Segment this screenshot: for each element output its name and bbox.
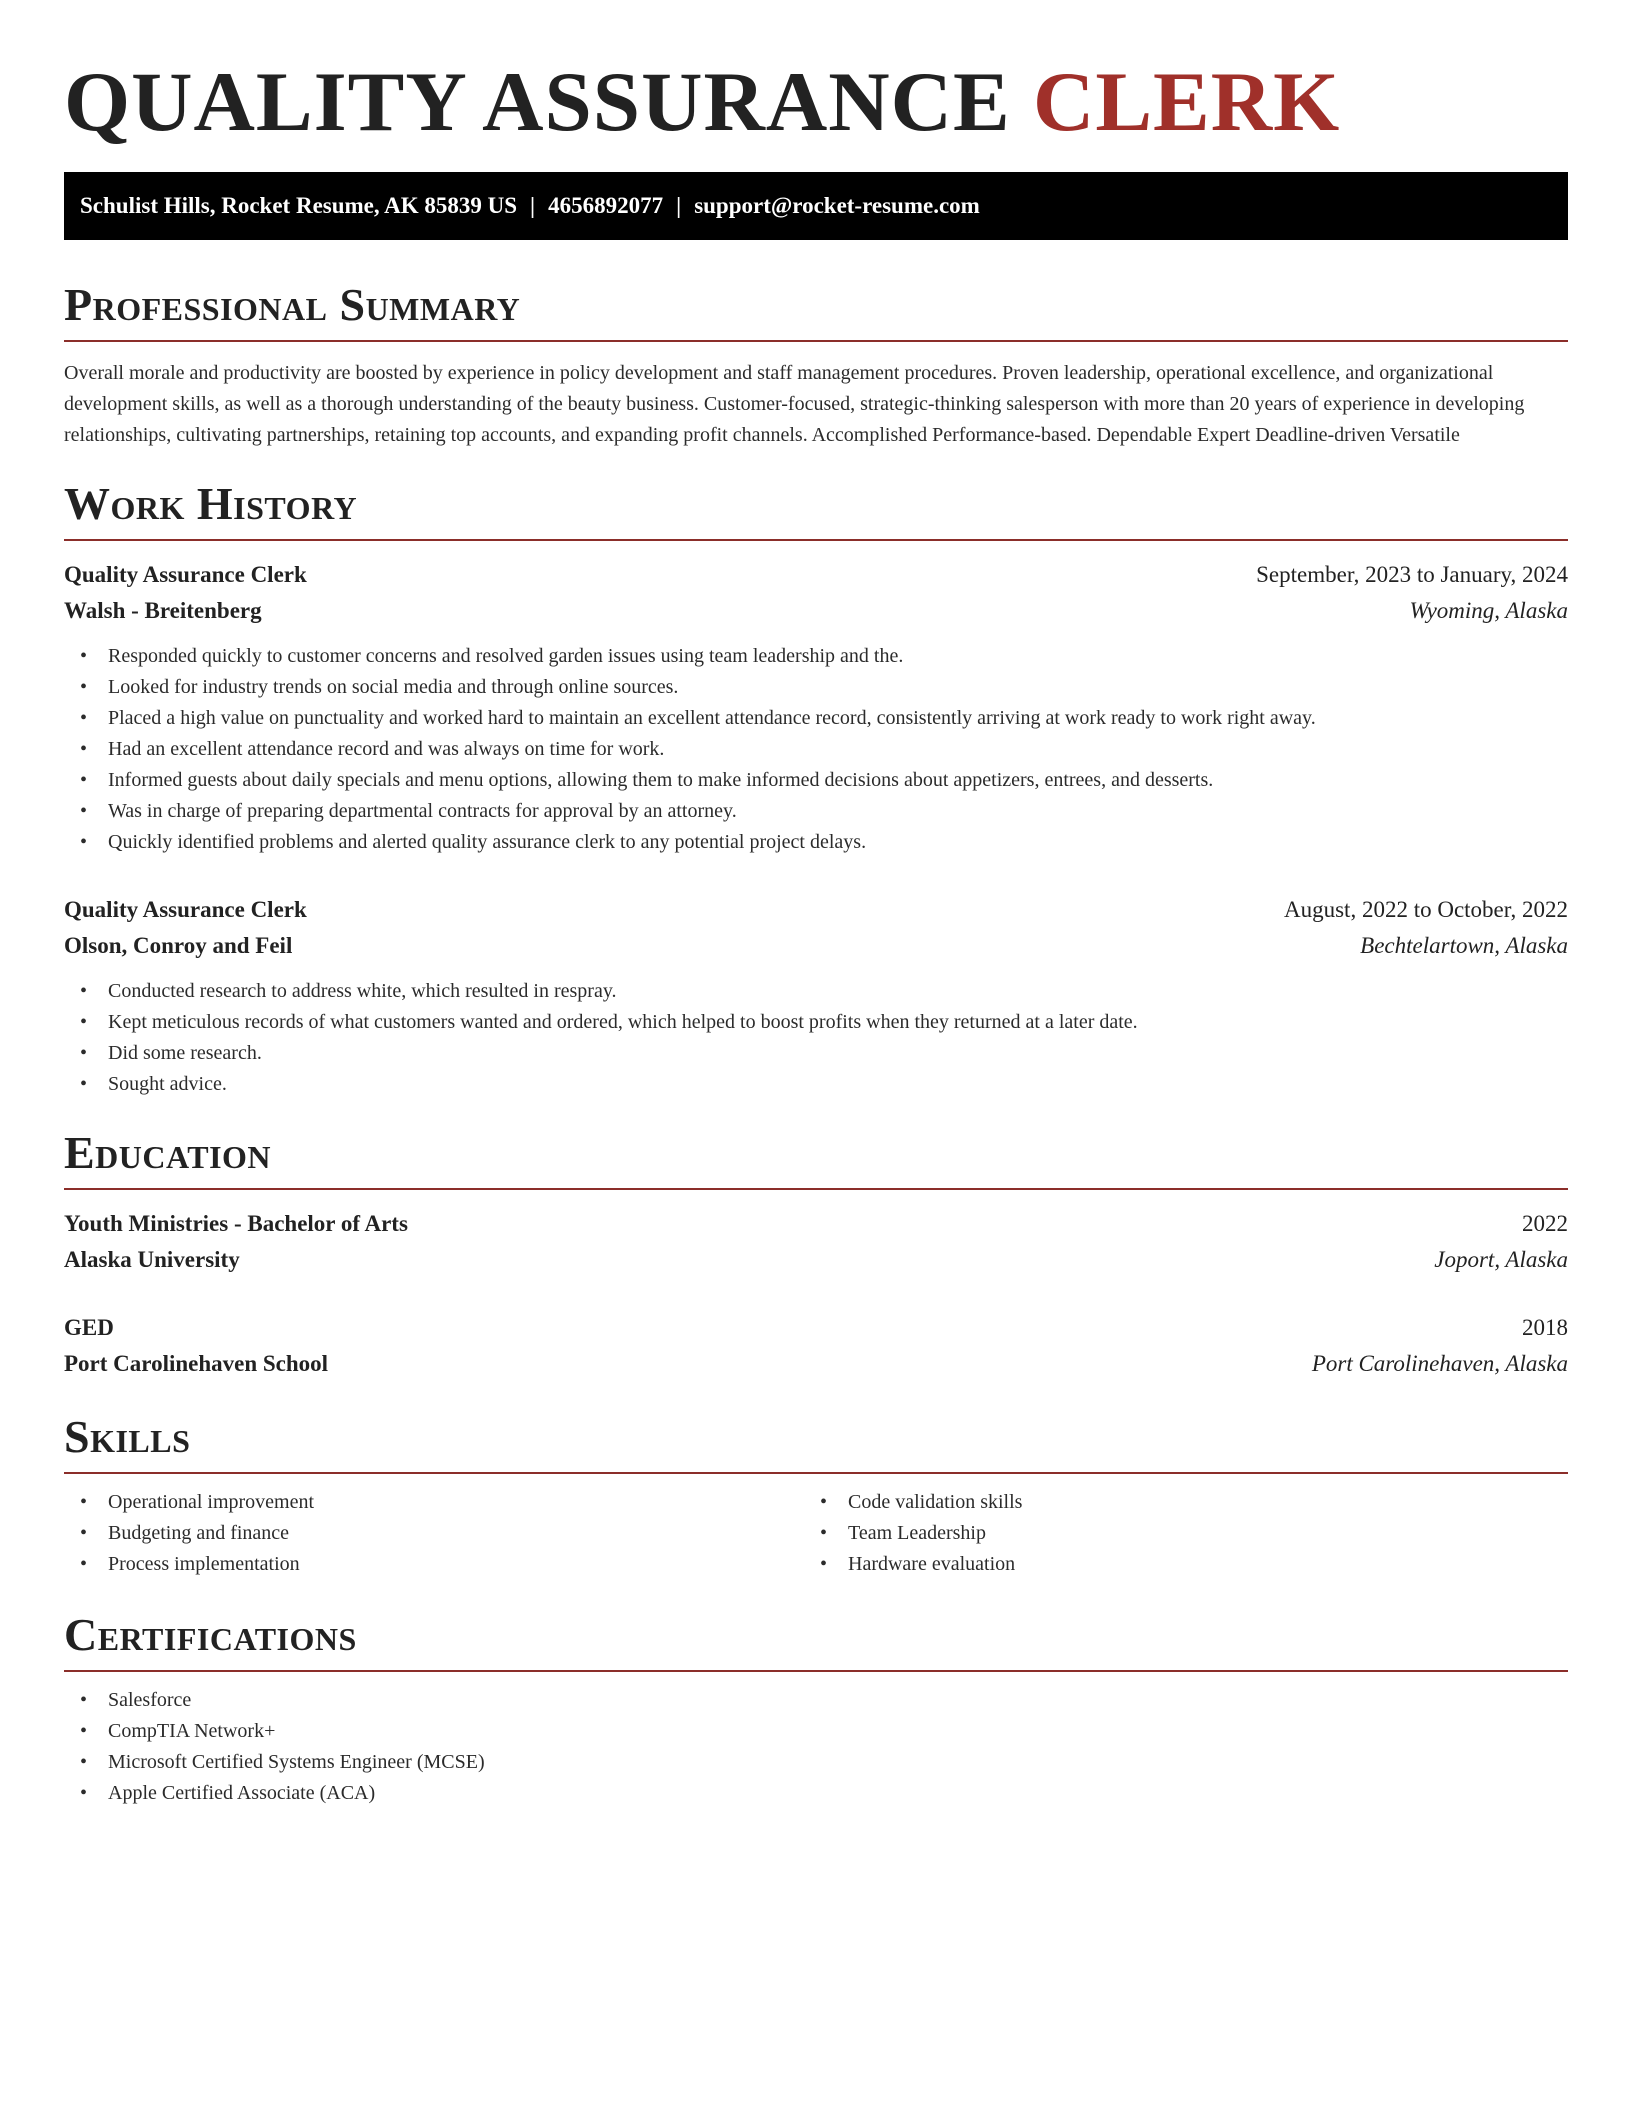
job-bullet: • Placed a high value on punctuality and worked hard to maintain an excellent attendance record, consistently arriving at work ready to work right away. <box>64 703 1568 734</box>
skill-item: • Hardware evaluation <box>804 1549 1544 1580</box>
job-company: Walsh - Breitenberg <box>64 598 262 623</box>
job-bullet: • Responded quickly to customer concerns and resolved garden issues using team leadership and the. <box>64 641 1568 672</box>
job-bullet: • Kept meticulous records of what customers wanted and ordered, which helped to boost profits when they returned at a later date. <box>64 1007 1568 1038</box>
title-main: QUALITY ASSURANCE <box>64 55 1011 149</box>
section-title-skills: Skills <box>64 1411 191 1462</box>
job-bullet: • Quickly identified problems and alerted quality assurance clerk to any potential project delays. <box>64 827 1568 858</box>
job-bullet: • Sought advice. <box>64 1069 1568 1100</box>
education-degree: Youth Ministries - Bachelor of Arts <box>64 1211 408 1236</box>
contact-phone: 4656892077 <box>548 193 664 218</box>
job-location: Bechtelartown, Alaska <box>1360 933 1568 958</box>
section-title-certifications: Certifications <box>64 1609 357 1660</box>
section-divider <box>64 1188 1568 1190</box>
education-school-row <box>64 1346 1568 1382</box>
education-school: Port Carolinehaven School <box>64 1351 329 1376</box>
job-entry <box>64 892 1568 1100</box>
section-title-summary: Professional Summary <box>64 279 521 330</box>
job-bullet: • Looked for industry trends on social media and through online sources. <box>64 672 1568 703</box>
skills-column-left <box>64 1487 804 1580</box>
contact-bar <box>64 172 1568 240</box>
contact-email: support@rocket-resume.com <box>694 193 980 218</box>
education-header-row <box>64 1310 1568 1346</box>
skill-item: • Code validation skills <box>804 1487 1544 1518</box>
job-bullets <box>64 976 1568 1100</box>
certification-item: • Apple Certified Associate (ACA) <box>64 1778 1568 1809</box>
job-location: Wyoming, Alaska <box>1409 598 1568 623</box>
skills-section <box>64 1410 1568 1580</box>
education-degree: GED <box>64 1315 114 1340</box>
job-position: Quality Assurance Clerk <box>64 897 307 922</box>
skill-item: • Budgeting and finance <box>64 1518 804 1549</box>
job-bullet: • Had an excellent attendance record and was always on time for work. <box>64 734 1568 765</box>
skills-grid <box>64 1487 1568 1580</box>
title-accent: CLERK <box>1032 55 1341 149</box>
certifications-list <box>64 1685 1568 1809</box>
work-section <box>64 477 1568 1100</box>
job-company-row <box>64 593 1568 629</box>
education-year: 2022 <box>1522 1211 1568 1236</box>
education-year: 2018 <box>1522 1315 1568 1340</box>
skill-item: • Process implementation <box>64 1549 804 1580</box>
job-bullet: • Informed guests about daily specials and menu options, allowing them to make informed decisions about appetizers, entrees, and desserts. <box>64 765 1568 796</box>
contact-address: Schulist Hills, Rocket Resume, AK 85839 US <box>80 193 518 218</box>
section-title-education: Education <box>64 1127 272 1178</box>
education-location: Port Carolinehaven, Alaska <box>1311 1351 1568 1376</box>
education-location: Joport, Alaska <box>1434 1247 1568 1272</box>
job-bullets <box>64 641 1568 858</box>
education-header-row <box>64 1206 1568 1242</box>
job-dates: September, 2023 to January, 2024 <box>1256 562 1568 587</box>
contact-separator: | <box>530 193 536 218</box>
section-divider <box>64 1472 1568 1474</box>
job-company: Olson, Conroy and Feil <box>64 933 293 958</box>
job-bullet: • Conducted research to address white, which resulted in respray. <box>64 976 1568 1007</box>
job-bullet: • Did some research. <box>64 1038 1568 1069</box>
job-header-row <box>64 892 1568 928</box>
skill-item: • Operational improvement <box>64 1487 804 1518</box>
section-title-work: Work History <box>64 478 358 529</box>
certification-item: • Microsoft Certified Systems Engineer (MCSE) <box>64 1747 1568 1778</box>
job-header-row <box>64 557 1568 593</box>
job-company-row <box>64 928 1568 964</box>
job-bullet: • Was in charge of preparing departmental contracts for approval by an attorney. <box>64 796 1568 827</box>
summary-section <box>64 278 1568 451</box>
certification-item: • CompTIA Network+ <box>64 1716 1568 1747</box>
education-section <box>64 1126 1568 1382</box>
job-position: Quality Assurance Clerk <box>64 562 307 587</box>
education-entry <box>64 1310 1568 1382</box>
section-divider <box>64 1670 1568 1672</box>
certification-item: • Salesforce <box>64 1685 1568 1716</box>
page-title <box>64 52 1568 152</box>
section-divider <box>64 340 1568 342</box>
skills-column-right <box>804 1487 1544 1580</box>
skill-item: • Team Leadership <box>804 1518 1544 1549</box>
job-entry <box>64 557 1568 858</box>
contact-separator: | <box>676 193 682 218</box>
summary-text: Overall morale and productivity are boosted by experience in policy development and staff management procedures. Proven leadership, operational excellence, and organizational development skills, as well as a thorough understanding of the beauty business. Customer-focused, strategic-thinking salesperson with more than 20 years of experience in developing relationships, cultivating partnerships, retaining top accounts, and expanding profit channels. Accomplished Performance-based. Dependable Expert Deadline-driven Versatile <box>64 362 1525 446</box>
education-school: Alaska University <box>64 1247 240 1272</box>
resume-content <box>64 52 1568 1809</box>
certifications-section <box>64 1608 1568 1809</box>
section-divider <box>64 539 1568 541</box>
education-entry <box>64 1206 1568 1278</box>
education-school-row <box>64 1242 1568 1278</box>
job-dates: August, 2022 to October, 2022 <box>1284 897 1568 922</box>
